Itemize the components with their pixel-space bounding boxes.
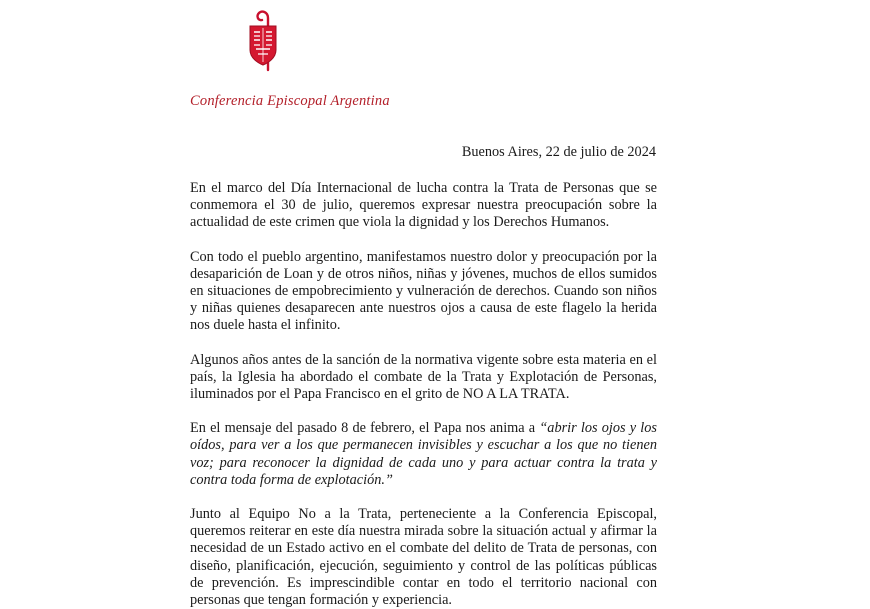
letter-body (190, 180, 657, 609)
paragraph: Con todo el pueblo argentino, manifestamos nuestro dolor y preocupación por la desaparición de Loan y de otros niños, niñas y jóvenes, muchos de ellos sumidos en situaciones de empobrecimiento y vulneración de derechos. Cuando son niños y niñas quienes desaparecen ante nuestros ojos a causa de este flagelo la herida nos duele hasta el infinito. (190, 248, 657, 334)
pope-quote: “abrir los ojos y los oídos, para ver a los que permanecen invisibles y escuchar a los que no tienen voz; para reconocer la dignidad de cada uno y para actuar contra la trata y contra toda forma de explotación.” (190, 420, 657, 488)
paragraph: Algunos años antes de la sanción de la normativa vigente sobre esta materia en el país, la Iglesia ha abordado el combate de la Trata y Explotación de Personas, iluminados por el Papa Francisco en el grito de NO A LA TRATA. (190, 351, 657, 403)
paragraph: Junto al Equipo No a la Trata, perteneciente a la Conferencia Episcopal, queremos reiterar en este día nuestra mirada sobre la situación actual y afirmar la necesidad de un Estado activo en el combate del delito de Trata de personas, con diseño, planificación, ejecución, seguimiento y control de las políticas públicas de prevención. Es imprescindible contar en todo el territorio nacional con personas que tengan formación y experiencia. (190, 506, 657, 609)
organization-name: Conferencia Episcopal Argentina (190, 93, 390, 109)
letter-date: Buenos Aires, 22 de julio de 2024 (461, 144, 656, 160)
quote-intro: En el mensaje del pasado 8 de febrero, el Papa nos anima a (190, 420, 540, 437)
quote-paragraph (190, 420, 657, 489)
paragraph: En el marco del Día Internacional de lucha contra la Trata de Personas que se conmemora el 30 de julio, queremos expresar nuestra preocupación sobre la actualidad de este crimen que viola la dignidad y los Derechos Humanos. (190, 180, 657, 231)
episcopal-emblem-icon (244, 8, 284, 72)
